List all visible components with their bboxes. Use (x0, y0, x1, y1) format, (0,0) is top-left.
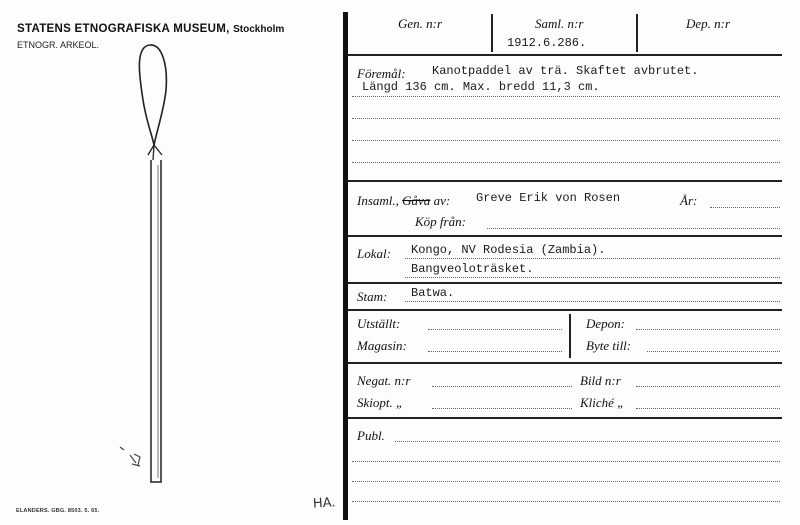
utstallt-label: Utställt: (357, 316, 401, 331)
skiopt-label: Skiopt. „ (357, 395, 404, 410)
foremal-label: Föremål: (357, 66, 406, 81)
depon-dots (636, 329, 780, 330)
publ-label: Publ. (357, 428, 385, 443)
publ-dots-4 (352, 501, 780, 502)
gen-nr-label: Gen. n:r (398, 16, 443, 31)
card-divider (343, 12, 348, 520)
kop-label: Köp från: (415, 214, 466, 229)
header-divider-2 (636, 14, 638, 52)
byte-dots (647, 351, 780, 352)
saml-nr-value: 1912.6.286. (507, 36, 587, 50)
saml-nr-label: Saml. n:r (535, 16, 584, 31)
header-divider-1 (491, 14, 493, 52)
insaml-value: Greve Erik von Rosen (476, 191, 621, 205)
lokal-dots-2 (405, 277, 780, 278)
rule-utstallt (348, 362, 782, 364)
insaml-label (357, 193, 450, 209)
negat-dots (432, 386, 572, 387)
foremal-dots-4 (352, 162, 780, 163)
department-label: ETNOGR. ARKEOL. (17, 40, 100, 50)
rule-stam (348, 309, 782, 311)
paddle-drawing (110, 40, 190, 490)
publ-dots-1 (395, 441, 780, 442)
utstallt-divider (569, 314, 571, 358)
stam-value: Batwa. (411, 286, 455, 300)
byte-label: Byte till: (586, 338, 632, 353)
museum-name-text: STATENS ETNOGRAFISKA MUSEUM, (17, 23, 230, 35)
publ-dots-2 (352, 461, 780, 462)
rule-foremal (348, 180, 782, 182)
printer-imprint: ELANDERS. GBG. 8503. 5. 65. (16, 508, 100, 514)
lokal-line-1: Kongo, NV Rodesia (Zambia). (411, 243, 606, 257)
foremal-line-1: Kanotpaddel av trä. Skaftet avbrutet. (432, 64, 699, 78)
depon-label: Depon: (586, 316, 625, 331)
scribble-mark (118, 445, 148, 470)
insaml-suffix: av: (430, 193, 451, 208)
paddle-shaft (151, 160, 161, 482)
rule-negat (348, 417, 782, 419)
bild-dots (636, 386, 780, 387)
handwritten-note: HA. (312, 495, 337, 512)
rule-header (348, 54, 782, 56)
foremal-dots-3 (352, 140, 780, 141)
rule-lokal (348, 282, 782, 284)
ar-label: År: (680, 193, 698, 208)
foremal-line-2: Längd 136 cm. Max. bredd 11,3 cm. (362, 80, 600, 94)
publ-dots-3 (352, 481, 780, 482)
rule-insaml (348, 235, 782, 237)
negat-label: Negat. n:r (357, 373, 411, 388)
magasin-label: Magasin: (357, 338, 407, 353)
paddle-neck (148, 145, 162, 160)
lokal-line-2: Bangveoloträsket. (411, 262, 534, 276)
lokal-dots-1 (405, 258, 780, 259)
gava-struck: Gåva (402, 193, 431, 208)
ar-dots (710, 207, 780, 208)
utstallt-dots (428, 329, 562, 330)
museum-city: Stockholm (233, 24, 285, 35)
kliche-label: Kliché „ (580, 395, 625, 410)
museum-name (17, 23, 284, 35)
stam-label: Stam: (357, 289, 388, 304)
kliche-dots (636, 408, 780, 409)
bild-label: Bild n:r (580, 373, 621, 388)
magasin-dots (428, 351, 562, 352)
insaml-prefix: Insaml., (357, 193, 403, 208)
paddle-blade (139, 45, 166, 145)
kop-dots (487, 228, 780, 229)
foremal-dots-1 (352, 96, 780, 97)
foremal-dots-2 (352, 118, 780, 119)
lokal-label: Lokal: (357, 246, 391, 261)
stam-dots (405, 301, 780, 302)
skiopt-dots (432, 408, 572, 409)
dep-nr-label: Dep. n:r (686, 16, 731, 31)
